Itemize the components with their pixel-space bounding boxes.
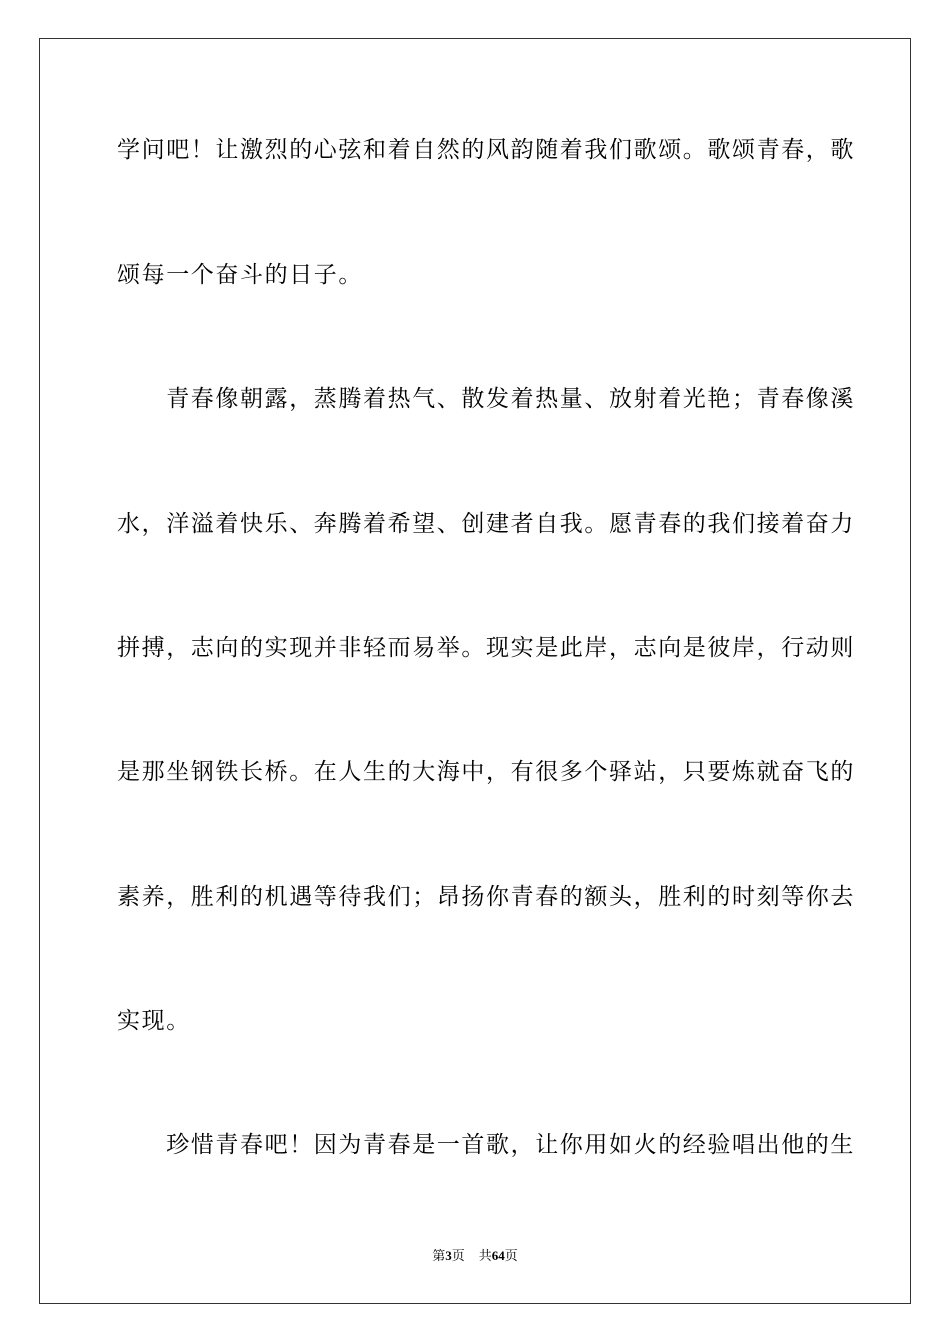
total-suffix: 页: [504, 1248, 518, 1263]
page-border: [39, 38, 911, 1304]
paragraph-line: 是那坐钢铁长桥。在人生的大海中，有很多个驿站，只要炼就奋飞的: [117, 759, 855, 785]
paragraph-line: 拼搏，志向的实现并非轻而易举。现实是此岸，志向是彼岸，行动则: [117, 635, 855, 661]
page-prefix: 第: [432, 1248, 446, 1263]
paragraph-line: 水，洋溢着快乐、奔腾着希望、创建者自我。愿青春的我们接着奋力: [117, 511, 855, 537]
page-footer: [0, 1247, 950, 1265]
total-prefix: 共: [478, 1248, 492, 1263]
paragraph-line: 素养，胜利的机遇等待我们；昂扬你青春的额头，胜利的时刻等你去: [117, 884, 855, 910]
page-suffix: 页: [451, 1248, 465, 1263]
page-number: 3: [445, 1248, 452, 1263]
paragraph-line: 颂每一个奋斗的日子。: [117, 262, 363, 288]
paragraph-line: 学问吧！让激烈的心弦和着自然的风韵随着我们歌颂。歌颂青春，歌: [117, 137, 855, 163]
paragraph-line: 实现。: [117, 1008, 191, 1034]
total-pages: 64: [491, 1248, 505, 1263]
paragraph-line: 珍惜青春吧！因为青春是一首歌，让你用如火的经验唱出他的生: [117, 1132, 855, 1158]
paragraph-line: 青春像朝露，蒸腾着热气、散发着热量、放射着光艳；青春像溪: [117, 386, 855, 412]
